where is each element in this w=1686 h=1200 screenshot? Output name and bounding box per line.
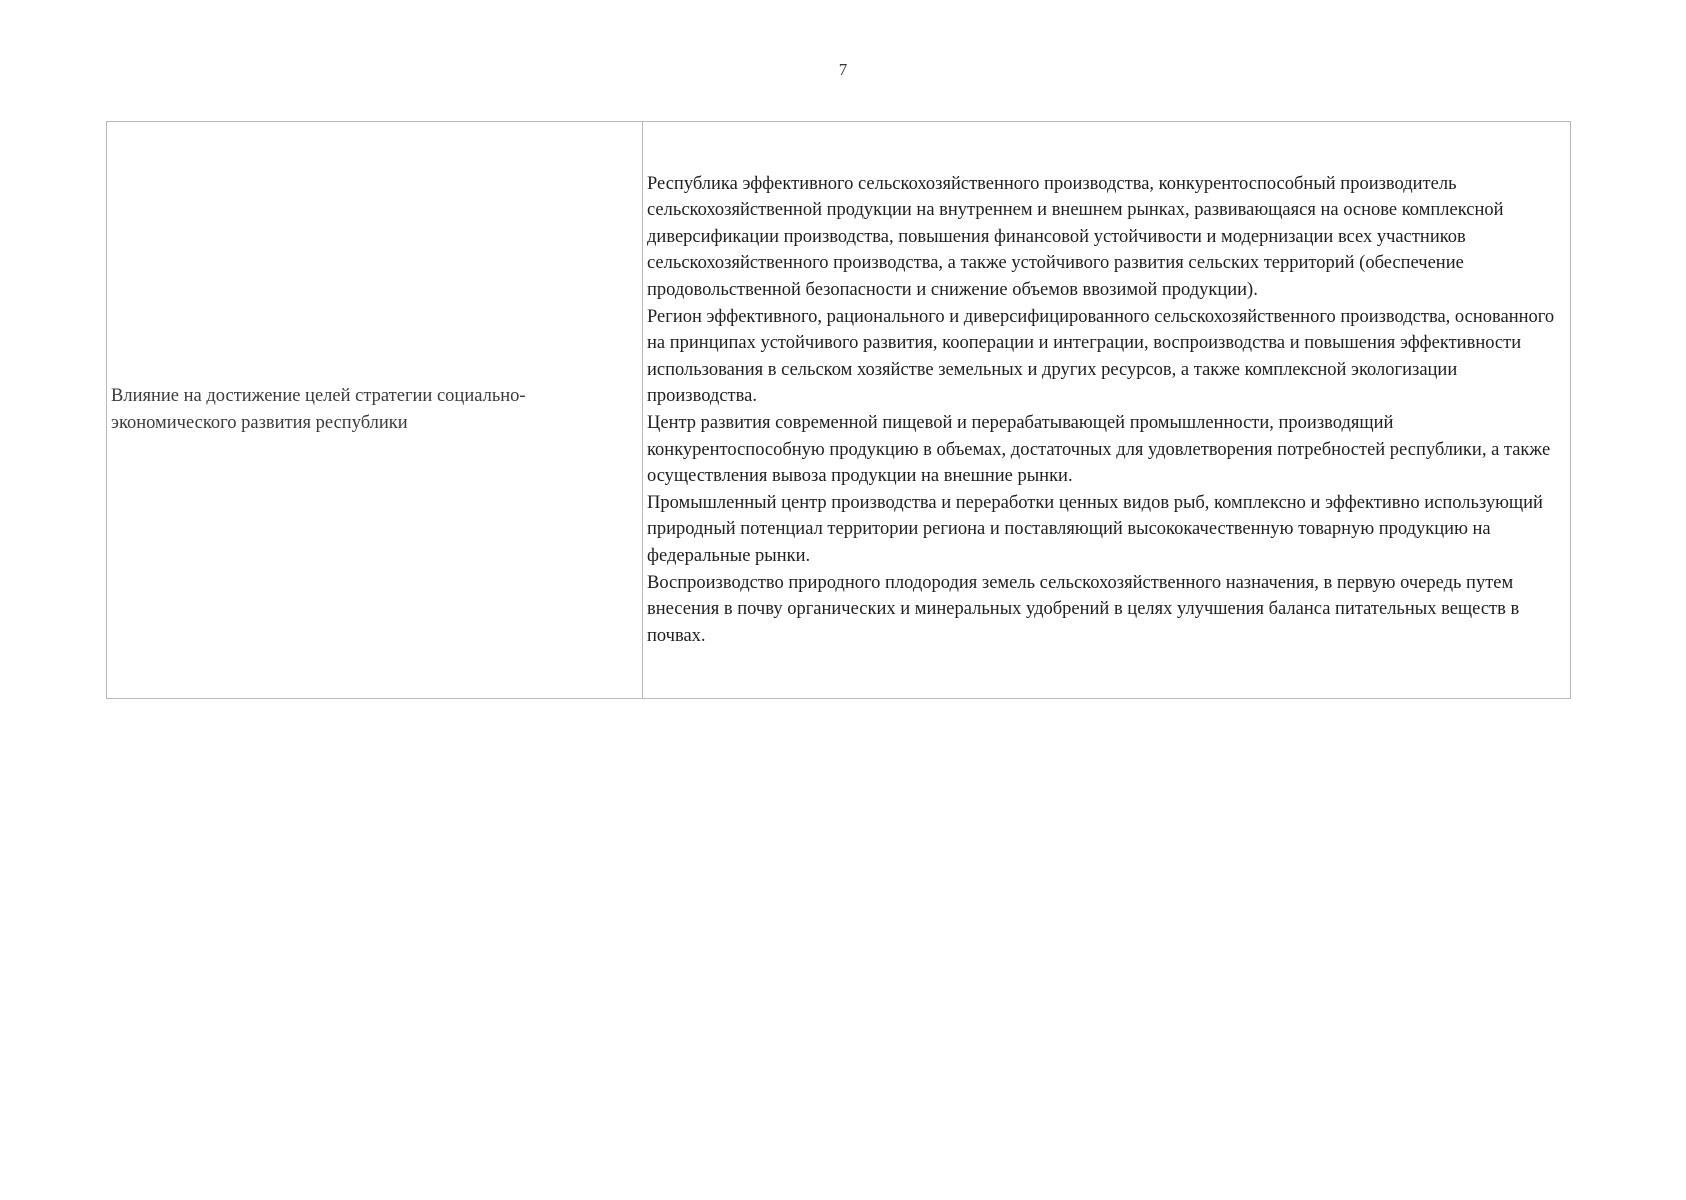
paragraph: Воспроизводство природного плодородия земель сельскохозяйственного назначения, в первую очередь путем внесения в почву органических и минеральных удобрений в целях улучшения баланса питательных веществ в почвах. [647,572,1520,646]
table-cell-label: Влияние на достижение целей стратегии социально-экономического развития республики [107,122,643,699]
paragraph: Промышленный центр производства и переработки ценных видов рыб, комплексно и эффективно использующий природный потенциал территории региона и поставляющий высококачественную товарную продукцию на федеральные рынки. [647,492,1543,566]
paragraph: Регион эффективного, рационального и диверсифицированного сельскохозяйственного производства, основанного на принципах устойчивого развития, кооперации и интеграции, воспроизводства и повышения эффективности использования в сельском хозяйстве земельных и других ресурсов, а также комплексной экологизации производства. [647,306,1555,407]
paragraph: Центр развития современной пищевой и перерабатывающей промышленности, производящий конкурентоспособную продукцию в объемах, достаточных для удовлетворения потребностей республики, а также осуществления вывоза продукции на внешние рынки. [647,413,1551,487]
page-number: 7 [838,60,848,79]
table-row [107,122,1571,699]
paragraph: Республика эффективного сельскохозяйственного производства, конкурентоспособный производитель сельскохозяйственной продукции на внутреннем и внешнем рынках, развивающаяся на основе комплексной диверсификации производства, повышения финансовой устойчивости и модернизации всех участников сельскохозяйственного производства, а также устойчивого развития сельских территорий (обеспечение продовольственной безопасности и снижение объемов ввозимой продукции). [647,173,1504,301]
document-table [106,121,1571,699]
table-cell-description [643,122,1571,699]
